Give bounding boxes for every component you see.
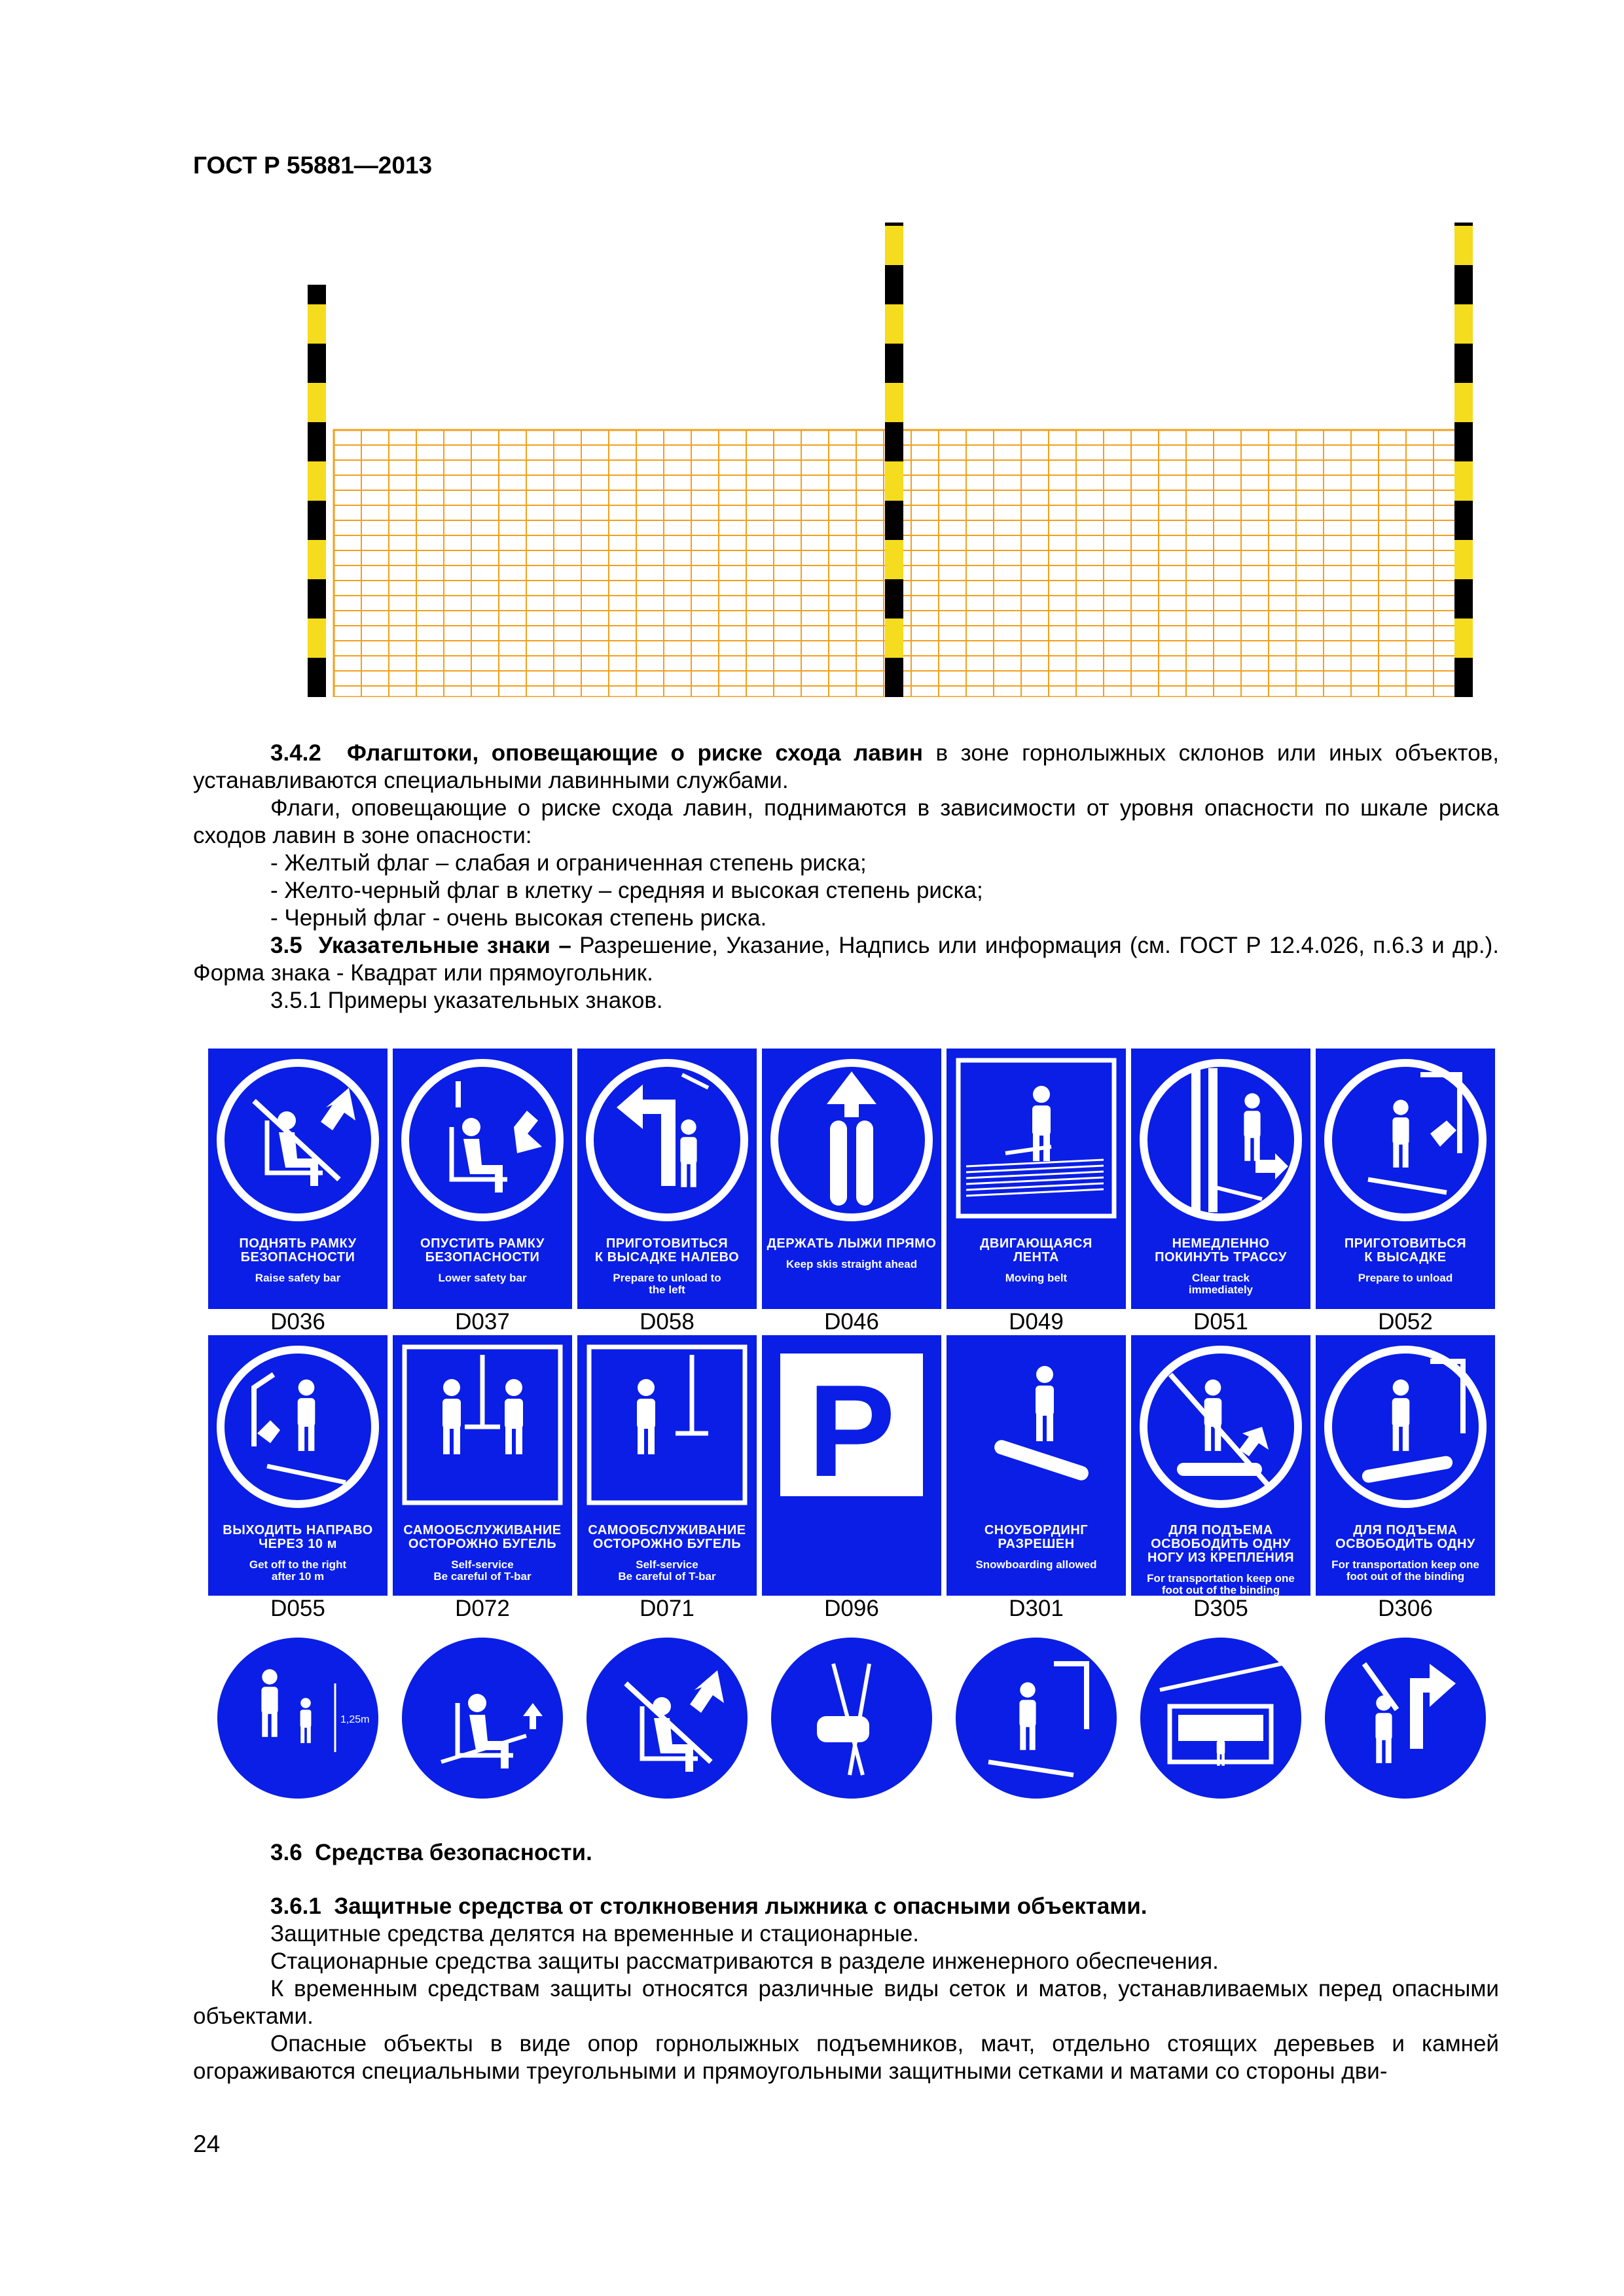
prepare-unload-icon (1316, 1049, 1495, 1225)
sign-code-label: D071 (640, 1596, 695, 1621)
sign-d037 (393, 1049, 572, 1309)
sign-d301 (947, 1335, 1126, 1596)
list-item: - Желто-черный флаг в клетку – средняя и высокая степень риска; (270, 878, 983, 903)
sign-caption-ru (397, 1524, 568, 1551)
striped-pole (1454, 223, 1473, 697)
sign-caption-en (580, 1559, 754, 1583)
sign-code-label: D306 (1378, 1596, 1433, 1621)
paragraph: Опасные объекты в виде опор горнолыжных подъемников, мачт, отдельно стоящих деревьев и камней огораживаются специальными треугольными и прямоугольными защитными сетками и матами со стороны дви- (193, 2031, 1499, 2084)
caption-line: Lower safety bar (438, 1272, 527, 1284)
caption-line: Prepare to unload to (613, 1272, 721, 1284)
caption-line: Moving belt (1005, 1272, 1068, 1284)
caption-line: foot out of the binding (1161, 1584, 1280, 1596)
release-binding-icon (1131, 1335, 1310, 1512)
sign-code-label: D037 (455, 1309, 510, 1335)
caption-line: К ВЫСАДКЕ (1364, 1250, 1447, 1265)
caption-line: САМООБСЛУЖИВАНИЕ (588, 1523, 746, 1537)
section-text: в зоне горнолыжных склонов или иных объектов, устанавливаются специальными лавинными службами. (193, 740, 1499, 793)
skier-unload-round-icon (956, 1638, 1117, 1799)
sign-caption-ru (950, 1524, 1122, 1551)
sign-d058 (577, 1049, 757, 1309)
caption-line: For transportation keep one (1147, 1572, 1295, 1585)
sign-d055 (208, 1335, 388, 1596)
height-label: 1,25m (340, 1714, 370, 1725)
caption-line: ОСТОРОЖНО БУГЕЛЬ (592, 1537, 742, 1551)
caption-line: ОПУСТИТЬ РАМКУ (420, 1236, 545, 1251)
sign-caption-en (949, 1272, 1123, 1284)
document-header: ГОСТ Р 55881—2013 (193, 152, 433, 179)
caption-line: ДВИГАЮЩАЯСЯ (980, 1236, 1092, 1251)
clear-track-icon (1131, 1049, 1310, 1225)
t-bar-one-skier-icon (577, 1335, 757, 1512)
caption-line: ЧЕРЕЗ 10 м (259, 1537, 337, 1551)
section-text: Разрешение, Указание, Надпись или информация (см. ГОСТ Р 12.4.026, п.6.3 и др.). Форма знака - Квадрат или прямоугольник. (193, 933, 1499, 986)
caption-line: ВЫХОДИТЬ НАПРАВО (223, 1523, 373, 1537)
caption-line: ДЕРЖАТЬ ЛЫЖИ ПРЯМО (767, 1236, 937, 1251)
section-3-6-1 (193, 1893, 1499, 2085)
sign-caption-en (395, 1559, 569, 1583)
sign-d072 (393, 1335, 572, 1596)
section-number: 3.6.1 (270, 1893, 321, 1919)
paragraph: Защитные средства делятся на временные и стационарные. (270, 1921, 920, 1946)
sign-caption-en (1134, 1272, 1308, 1296)
parking-icon (762, 1335, 941, 1512)
sign-code-label: D301 (1009, 1596, 1064, 1621)
list-item: - Черный флаг - очень высокая степень риска. (270, 905, 767, 931)
sign-caption-en (580, 1272, 754, 1296)
t-bar-two-skiers-icon (393, 1335, 572, 1512)
caption-line: Clear track (1192, 1272, 1250, 1284)
sign-caption-en (1318, 1272, 1492, 1284)
sign-code-label: D058 (640, 1309, 695, 1335)
sign-caption-ru (1135, 1524, 1307, 1565)
caption-line: ПРИГОТОВИТЬСЯ (1344, 1236, 1467, 1251)
striped-pole (308, 285, 326, 697)
caption-line: Snowboarding allowed (975, 1558, 1097, 1571)
raise-safety-bar-icon (208, 1049, 388, 1225)
caption-line: ДЛЯ ПОДЪЕМА (1168, 1523, 1273, 1537)
sign-d051 (1131, 1049, 1310, 1309)
section-number: 3.6 (270, 1840, 302, 1865)
page-number: 24 (193, 2130, 221, 2157)
sign-code-label: D305 (1193, 1596, 1248, 1621)
sign-caption-ru (1320, 1524, 1491, 1551)
section-number: 3.5 (270, 933, 302, 958)
paragraph: 3.5.1 Примеры указательных знаков. (270, 988, 663, 1013)
list-item: - Желтый флаг – слабая и ограниченная степень риска; (270, 850, 867, 876)
caption-line: Prepare to unload (1358, 1272, 1453, 1284)
sign-caption-ru (766, 1237, 937, 1251)
caption-line: САМООБСЛУЖИВАНИЕ (403, 1523, 562, 1537)
sign-caption-ru (1320, 1237, 1491, 1265)
sign-code-label: D036 (270, 1309, 325, 1335)
caption-line: Raise safety bar (255, 1272, 341, 1284)
sign-caption-ru (581, 1237, 753, 1265)
caption-line: БЕЗОПАСНОСТИ (240, 1250, 355, 1265)
skis-straight-icon (762, 1049, 941, 1225)
caption-line: after 10 m (271, 1570, 325, 1583)
striped-pole (885, 223, 903, 697)
sign-caption-ru (397, 1237, 568, 1265)
sign-d052 (1316, 1049, 1495, 1309)
height-limit-icon (217, 1638, 378, 1799)
sign-caption-ru (581, 1524, 753, 1551)
snowboarder-icon (947, 1335, 1126, 1512)
caption-line: the left (649, 1283, 685, 1296)
sign-d096 (762, 1335, 941, 1596)
sign-code-label: D055 (270, 1596, 325, 1621)
sign-caption-ru (212, 1237, 384, 1265)
sign-d049 (947, 1049, 1126, 1309)
caption-line: ПРИГОТОВИТЬСЯ (605, 1236, 729, 1251)
sign-d046 (762, 1049, 941, 1309)
parking-letter: P (808, 1358, 895, 1504)
section-3-4-2 (193, 740, 1499, 1014)
section-heading: Защитные средства от столкновения лыжника с опасными объектами. (334, 1893, 1147, 1919)
sign-d306 (1316, 1335, 1495, 1596)
paragraph: К временным средствам защиты относятся различные виды сеток и матов, устанавливаемых перед опасными объектами. (193, 1976, 1499, 2029)
section-3-6 (193, 1839, 1499, 1867)
sign-caption-en (1318, 1559, 1492, 1583)
sign-code-label: D051 (1193, 1309, 1248, 1335)
gondola-cabin-icon (1140, 1638, 1301, 1799)
sign-code-label: D052 (1378, 1309, 1433, 1335)
section-number: 3.4.2 (270, 740, 321, 766)
sign-d071 (577, 1335, 757, 1596)
caption-line: ОСВОБОДИТЬ ОДНУ (1335, 1537, 1475, 1551)
caption-line: ОСВОБОДИТЬ ОДНУ (1151, 1537, 1291, 1551)
paragraph: Стационарные средства защиты рассматриваются в разделе инженерного обеспечения. (270, 1948, 1219, 1974)
sign-caption-en (765, 1259, 939, 1270)
caption-line: ПОКИНУТЬ ТРАССУ (1155, 1250, 1287, 1265)
caption-line: Self-service (636, 1558, 698, 1571)
sign-caption-ru (1135, 1237, 1307, 1265)
release-one-foot-icon (1316, 1335, 1495, 1512)
sign-code-label: D096 (824, 1596, 879, 1621)
unload-left-icon (577, 1049, 757, 1225)
sign-code-label: D072 (455, 1596, 510, 1621)
caption-line: Be careful of T-bar (433, 1570, 532, 1583)
sign-code-label: D049 (1009, 1309, 1064, 1335)
section-heading: Средства безопасности. (315, 1840, 592, 1865)
caption-line: ЛЕНТА (1013, 1250, 1059, 1265)
sign-caption-en (211, 1272, 385, 1284)
section-heading: Флагштоки, оповещающие о риске схода лавин (346, 740, 923, 766)
caption-line: Be careful of T-bar (618, 1570, 716, 1583)
raise-bar-round-icon (586, 1638, 748, 1799)
chairlift-seat-icon (402, 1638, 563, 1799)
caption-line: НЕМЕДЛЕННО (1172, 1236, 1270, 1251)
caption-line: ОСТОРОЖНО БУГЕЛЬ (408, 1537, 557, 1551)
sign-code-label: D046 (824, 1309, 879, 1335)
caption-line: РАЗРЕШЕН (998, 1537, 1075, 1551)
sign-caption-ru (212, 1524, 384, 1551)
caption-line: ПОДНЯТЬ РАМКУ (239, 1236, 357, 1251)
caption-line: СНОУБОРДИНГ (984, 1523, 1089, 1537)
caption-line: Get off to the right (249, 1558, 347, 1571)
sign-caption-en (211, 1559, 385, 1583)
sign-d036 (208, 1049, 388, 1309)
sign-d305 (1131, 1335, 1310, 1596)
sign-caption-ru (950, 1237, 1122, 1265)
avalanche-fence-illustration (288, 219, 1506, 697)
paragraph: Флаги, оповещающие о риске схода лавин, поднимаются в зависимости от уровня опасности по шкале риска сходов лавин в зоне опасности: (193, 795, 1499, 848)
caption-line: НОГУ ИЗ КРЕПЛЕНИЯ (1147, 1551, 1295, 1565)
caption-line: For transportation keep one (1331, 1558, 1479, 1571)
caption-line: Self-service (451, 1558, 514, 1571)
sign-caption-en (949, 1559, 1123, 1571)
caption-line: foot out of the binding (1346, 1570, 1465, 1583)
caption-line: ДЛЯ ПОДЪЕМА (1353, 1523, 1458, 1537)
caption-line: БЕЗОПАСНОСТИ (425, 1250, 540, 1265)
exit-right-icon (208, 1335, 388, 1512)
sign-caption-en (395, 1272, 569, 1284)
lower-safety-bar-icon (393, 1049, 572, 1225)
moving-belt-icon (947, 1049, 1126, 1225)
hand-holding-tbar-icon (771, 1638, 932, 1799)
sign-caption-en (1134, 1573, 1308, 1596)
section-heading: Указательные знаки – (318, 933, 571, 958)
caption-line: К ВЫСАДКЕ НАЛЕВО (594, 1250, 740, 1265)
caption-line: immediately (1188, 1283, 1254, 1296)
unload-direction-icon (1325, 1638, 1486, 1799)
caption-line: Keep skis straight ahead (785, 1258, 918, 1270)
